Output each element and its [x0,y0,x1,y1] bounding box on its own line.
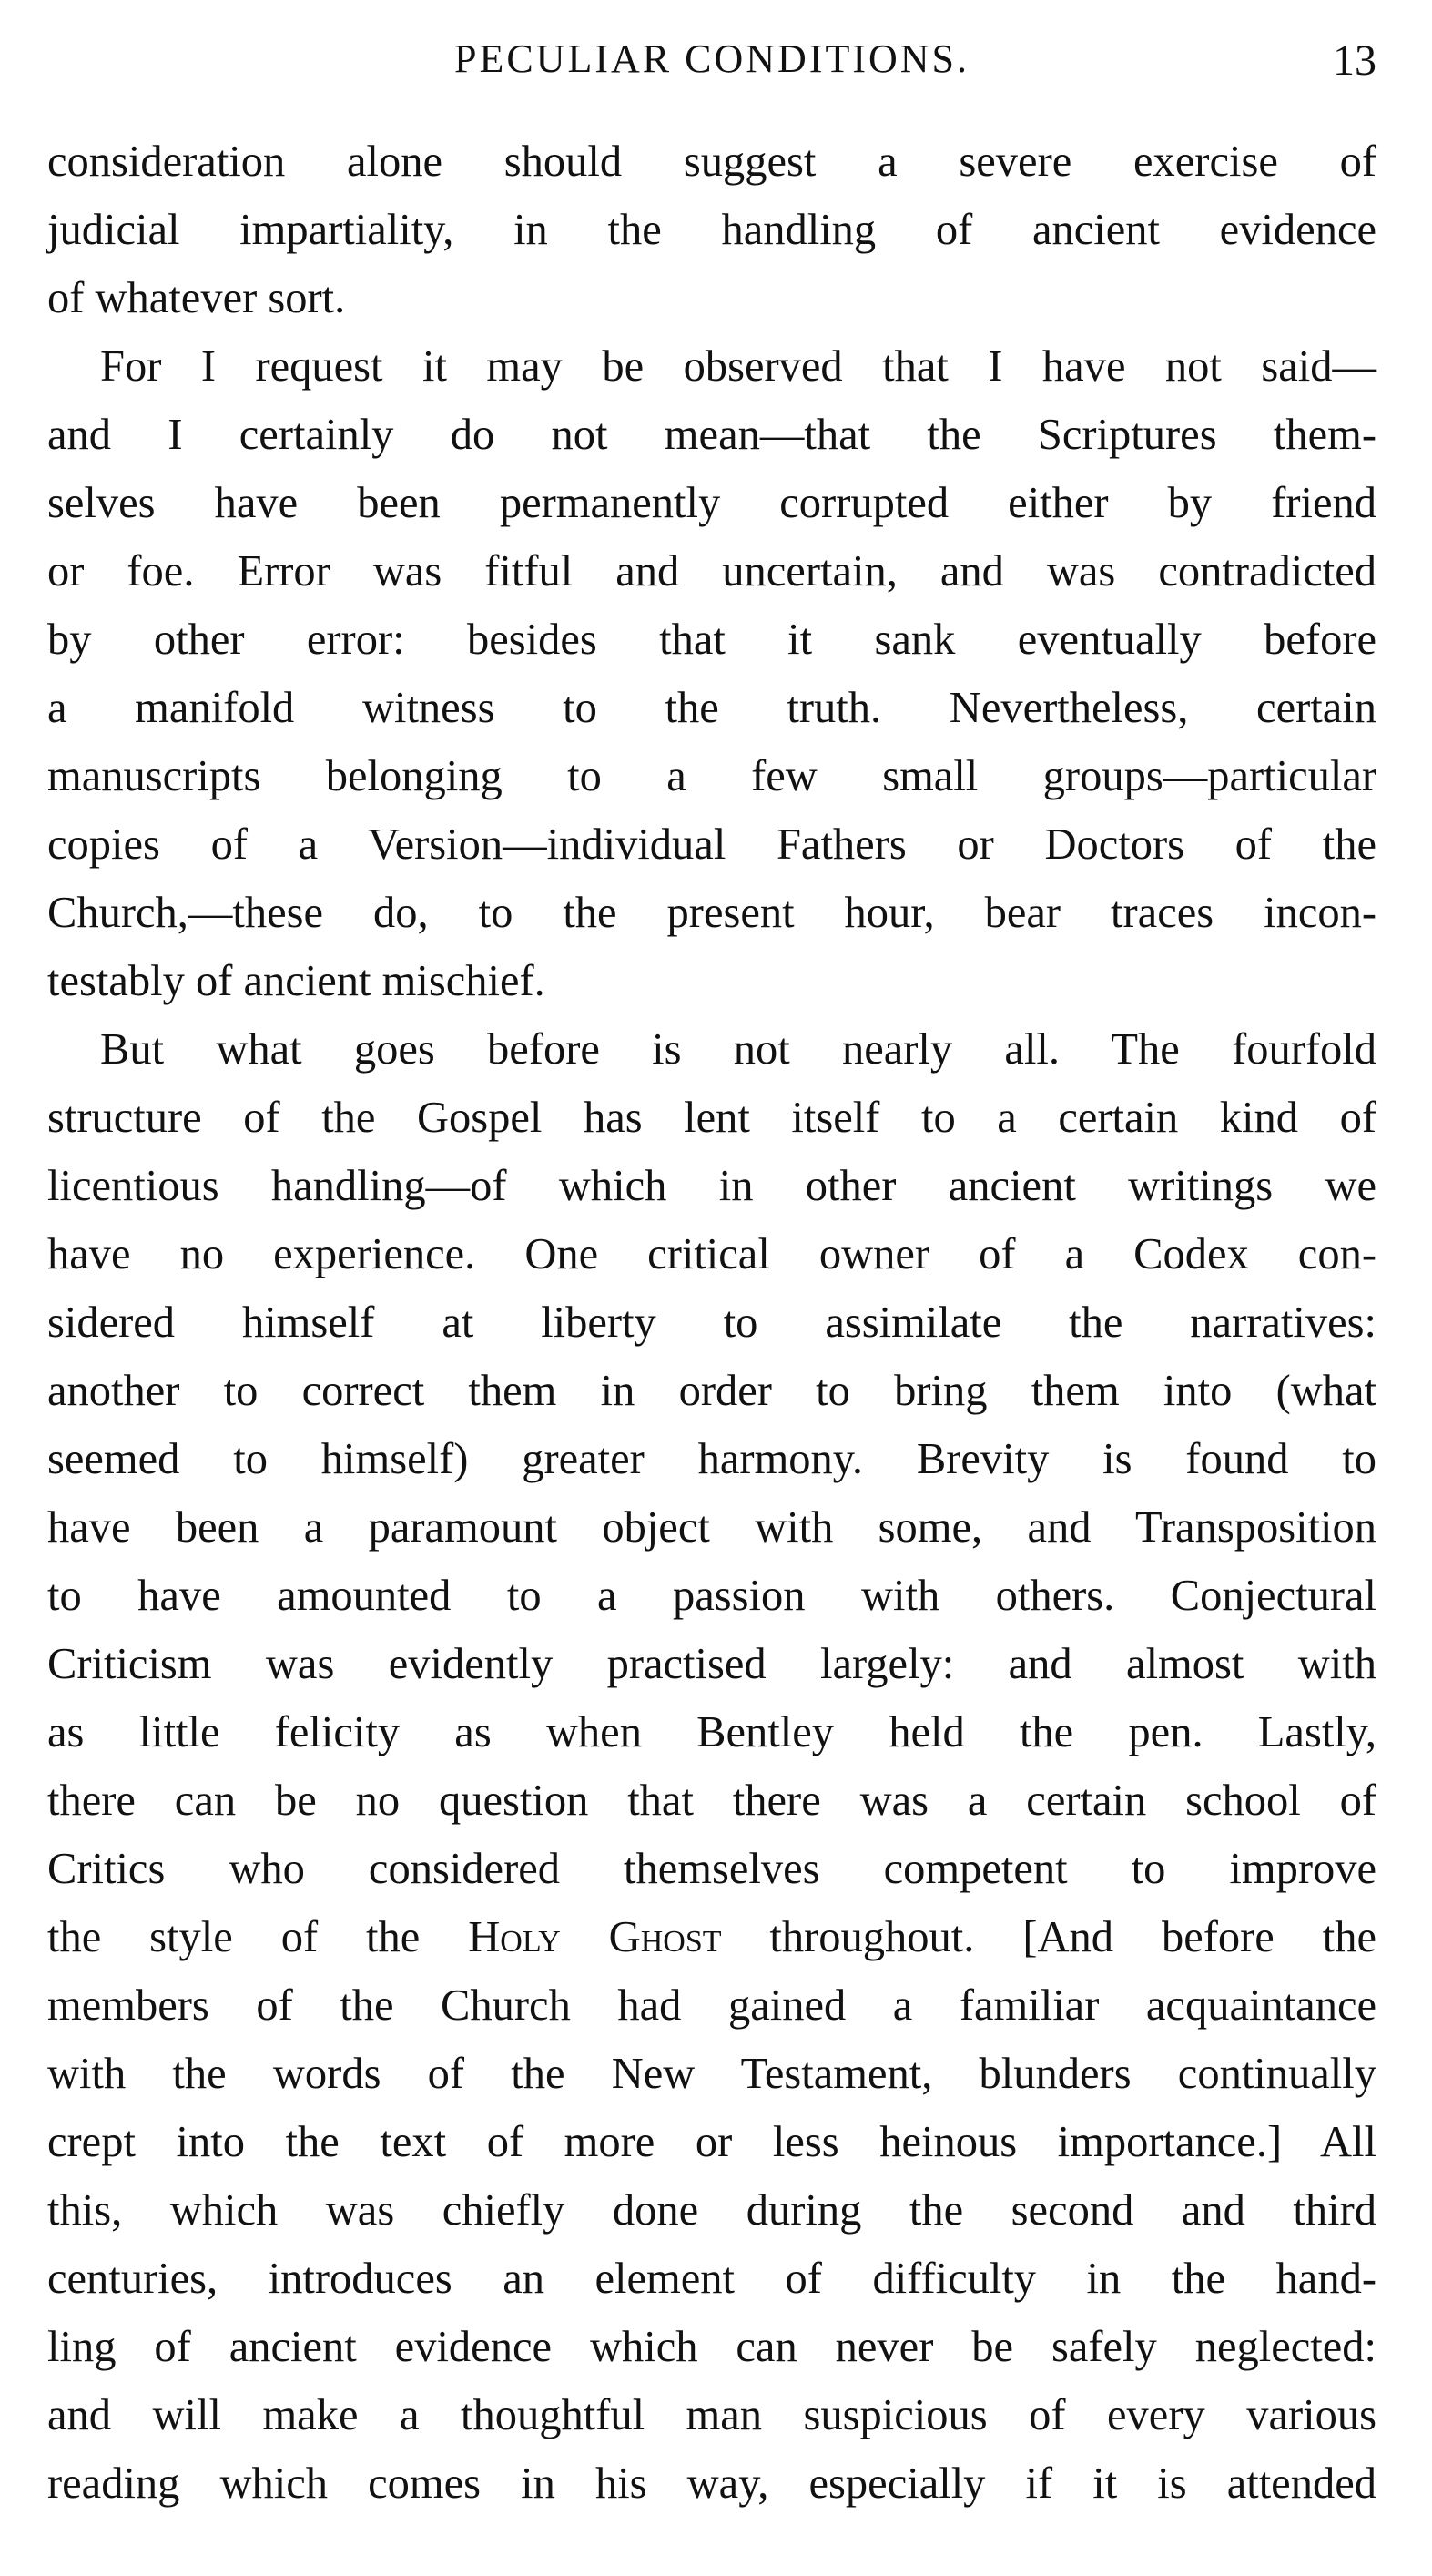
text-line: have been a paramount object with some, and Transposition [47,1503,1376,1552]
text-line: and I certainly do not mean—that the Scriptures them- [47,411,1376,459]
page-number: 13 [1333,36,1376,85]
text-line: have no experience. One critical owner of a Codex con- [47,1230,1376,1278]
paragraph-2 [47,332,1376,1015]
small-caps-name: Holy Ghost [468,1913,722,1961]
text-line: sidered himself at liberty to assimilate the narratives: [47,1298,1376,1347]
text-line: Critics who considered themselves competent to improve [47,1845,1376,1893]
text-line: ling of ancient evidence which can never be safely neglected: [47,2323,1376,2371]
running-header [47,27,1376,91]
text-line: copies of a Version—individual Fathers or Doctors of the [47,820,1376,869]
running-title: PECULIAR CONDITIONS. [454,36,970,81]
text-line: another to correct them in order to bring them into (what [47,1367,1376,1415]
text-line: there can be no question that there was a certain school of [47,1777,1376,1825]
text-line: seemed to himself) greater harmony. Brevity is found to [47,1435,1376,1483]
text-line: manuscripts belonging to a few small groups—particular [47,752,1376,800]
text-line: by other error: besides that it sank eventually before [47,616,1376,664]
text-fragment: the style of the [47,1913,469,1961]
text-line: and will make a thoughtful man suspicious of every various [47,2391,1376,2439]
text-fragment: throughout. [And before the [721,1913,1376,1961]
text-line: crept into the text of more or less heinous importance.] All [47,2118,1376,2166]
paragraph-3 [47,1015,1376,2518]
text-line: or foe. Error was fitful and uncertain, and was contradicted [47,547,1376,596]
text-line: consideration alone should suggest a severe exercise of [47,137,1376,186]
text-line: licentious handling—of which in other ancient writings we [47,1162,1376,1210]
text-line: as little felicity as when Bentley held the pen. Lastly, [47,1708,1376,1756]
text-line: judicial impartiality, in the handling of ancient evidence [47,206,1376,254]
text-line: But what goes before is not nearly all. The fourfold [100,1025,1376,1074]
text-line: a manifold witness to the truth. Nevertheless, certain [47,684,1376,732]
text-line: For I request it may be observed that I have not said— [100,342,1376,391]
text-line: Church,—these do, to the present hour, bear traces incon- [47,889,1376,937]
text-line: structure of the Gospel has lent itself to a certain kind of [47,1094,1376,1142]
text-line: selves have been permanently corrupted either by friend [47,479,1376,527]
text-line: members of the Church had gained a familiar acquaintance [47,1981,1376,2030]
text-line: to have amounted to a passion with others. Conjectural [47,1572,1376,1620]
paragraph-1 [47,127,1376,332]
text-line: of whatever sort. [47,274,346,322]
body-text [47,127,1376,2518]
text-line: centuries, introduces an element of difficulty in the hand- [47,2255,1376,2303]
text-line: this, which was chiefly done during the second and third [47,2186,1376,2235]
text-line: Criticism was evidently practised largely: and almost with [47,1640,1376,1688]
text-line: with the words of the New Testament, blunders continually [47,2050,1376,2098]
text-line-holy-ghost [47,1903,1376,1971]
text-line: testably of ancient mischief. [47,957,545,1005]
text-line: reading which comes in his way, especially if it is attended [47,2459,1376,2508]
